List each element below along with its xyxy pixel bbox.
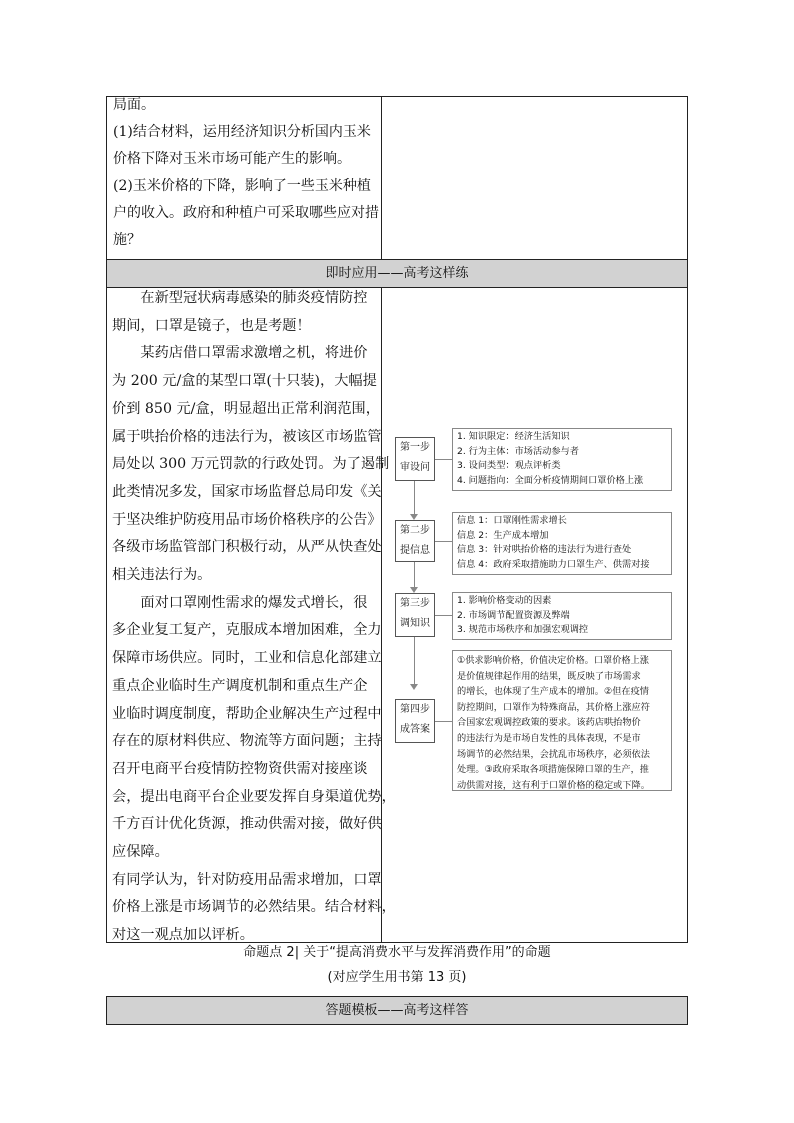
step-4-box bbox=[395, 699, 435, 743]
flow-connector bbox=[414, 481, 415, 515]
step-4-answer bbox=[452, 650, 672, 791]
step-item: 1. 知识限定：经济生活知识 bbox=[457, 431, 570, 442]
question-text bbox=[113, 92, 381, 254]
step-item: 3. 规范市场秩序和加强宏观调控 bbox=[457, 624, 589, 635]
question-line: 价格下降对玉米市场可能产生的影响。 bbox=[113, 151, 351, 167]
flow-connector bbox=[414, 562, 415, 588]
step-3-info bbox=[452, 592, 672, 640]
step-item: 3. 设问类型：观点评析类 bbox=[457, 460, 561, 471]
material-line: 会，提出电商平台企业要发挥自身渠道优势， bbox=[112, 788, 396, 805]
answer-line: 动供需对接，这有利于口罩价格的稳定或下降。 bbox=[457, 779, 650, 791]
material-text bbox=[112, 285, 396, 950]
material-line: 业临时调度制度，帮助企业解决生产过程中 bbox=[112, 705, 382, 722]
material-line: 面对口罩刚性需求的爆发式增长，很 bbox=[140, 594, 368, 611]
material-line: 于坚决维护防疫用品市场价格秩序的公告》 bbox=[112, 511, 382, 528]
step-link bbox=[435, 459, 452, 460]
step-item: 信息 2：生产成本增加 bbox=[457, 529, 549, 541]
step-item: 信息 3：针对哄抬价格的违法行为进行查处 bbox=[457, 544, 632, 555]
step-title: 成答案 bbox=[400, 724, 430, 735]
step-number: 第二步 bbox=[400, 525, 430, 536]
answer-line: 合国家宏观调控政策的要求。该药店哄抬物价 bbox=[457, 717, 641, 729]
material-line: 价到 850 元/盒，明显超出正常利润范围， bbox=[112, 400, 380, 417]
step-item: 1. 影响价格变动的因素 bbox=[457, 595, 552, 606]
question-line: 户的收入。政府和种植户可采取哪些应对措 bbox=[113, 205, 379, 221]
material-line: 多企业复工复产，克服成本增加困难，全力 bbox=[112, 622, 382, 639]
flow-arrow-icon bbox=[410, 684, 418, 690]
material-line: 在新型冠状病毒感染的肺炎疫情防控 bbox=[140, 290, 368, 306]
step-2-info bbox=[452, 512, 672, 575]
page-reference: (对应学生用书第 13 页) bbox=[327, 970, 467, 985]
step-number: 第四步 bbox=[400, 704, 430, 715]
answer-line: 是价值规律起作用的结果，既反映了市场需求 bbox=[457, 670, 641, 682]
answer-line: 的增长，也体现了生产成本的增加。②但在疫情 bbox=[457, 686, 649, 698]
step-1-info bbox=[452, 428, 672, 491]
answer-line: 场调节的必然结果，会扰乱市场秩序，必须依法 bbox=[457, 748, 650, 760]
material-line: 某药店借口罩需求激增之机，将进价 bbox=[140, 345, 368, 362]
answer-line: ①供求影响价格，价值决定价格。口罩价格上涨 bbox=[457, 655, 649, 666]
material-line: 保障市场供应。同时，工业和信息化部建立 bbox=[112, 650, 382, 667]
material-line: 为 200 元/盒的某型口罩(十只装)，大幅提 bbox=[112, 373, 377, 390]
step-item: 2. 市场调节配置资源及弊端 bbox=[457, 609, 570, 621]
material-line: 存在的原材料供应、物流等方面问题；主持 bbox=[112, 733, 382, 750]
answer-line: 防控期间，口罩作为特殊商品，其价格上涨应符 bbox=[457, 701, 650, 713]
material-line: 局处以 300 万元罚款的行政处罚。为了遏制 bbox=[112, 456, 390, 473]
step-number: 第三步 bbox=[400, 598, 430, 609]
question-line: 局面。 bbox=[113, 97, 155, 113]
section-banner: 即时应用——高考这样练 bbox=[106, 259, 688, 288]
material-line: 期间，口罩是镜子，也是考题！ bbox=[112, 317, 311, 334]
material-line: 召开电商平台疫情防控物资供需对接座谈 bbox=[112, 760, 368, 777]
question-line: 施？ bbox=[113, 232, 141, 248]
step-item: 2. 行为主体：市场活动参与者 bbox=[457, 445, 579, 457]
material-line: 千方百计优化货源，推动供需对接，做好供 bbox=[112, 816, 382, 833]
step-item: 4. 问题指向：全面分析疫情期间口罩价格上涨 bbox=[457, 474, 644, 486]
material-line: 有同学认为，针对防疫用品需求增加，口罩 bbox=[112, 871, 382, 888]
material-line: 价格上涨是市场调节的必然结果。结合材料， bbox=[112, 899, 396, 916]
step-link bbox=[435, 721, 452, 722]
question-line: (2)玉米价格的下降，影响了一些玉米种植 bbox=[113, 178, 371, 194]
question-line: (1)结合材料，运用经济知识分析国内玉米 bbox=[113, 124, 371, 140]
step-2-box bbox=[395, 520, 435, 562]
step-title: 调知识 bbox=[400, 618, 430, 629]
step-3-box bbox=[395, 593, 435, 637]
material-line: 对这一观点加以评析。 bbox=[112, 927, 254, 944]
material-line: 此类情况多发，国家市场监督总局印发《关 bbox=[112, 483, 382, 500]
step-title: 提信息 bbox=[400, 545, 430, 556]
flow-connector bbox=[414, 637, 415, 685]
section-heading: 命题点 2| 关于“提高消费水平与发挥消费作用”的命题 bbox=[243, 945, 551, 960]
step-number: 第一步 bbox=[400, 442, 430, 453]
step-item: 信息 4：政府采取措施助力口罩生产、供需对接 bbox=[457, 558, 650, 570]
material-line: 应保障。 bbox=[112, 844, 169, 861]
material-line: 各级市场监管部门积极行动，从严从快查处 bbox=[112, 539, 382, 556]
top-right-cell bbox=[381, 96, 688, 260]
material-line: 相关违法行为。 bbox=[112, 567, 212, 584]
step-title: 审设问 bbox=[400, 462, 430, 473]
answer-line: 处理。③政府采取各项措施保障口罩的生产，推 bbox=[457, 764, 649, 776]
step-1-box bbox=[395, 437, 435, 481]
material-line: 属于哄抬价格的违法行为，被该区市场监管 bbox=[112, 428, 382, 445]
material-line: 重点企业临时生产调度机制和重点生产企 bbox=[112, 677, 368, 694]
answer-template-banner: 答题模板——高考这样答 bbox=[106, 996, 688, 1025]
step-link bbox=[435, 615, 452, 616]
step-link bbox=[435, 541, 452, 542]
step-item: 信息 1：口罩刚性需求增长 bbox=[457, 515, 567, 526]
answer-line: 的违法行为是市场自发性的具体表现，不是市 bbox=[457, 732, 641, 744]
